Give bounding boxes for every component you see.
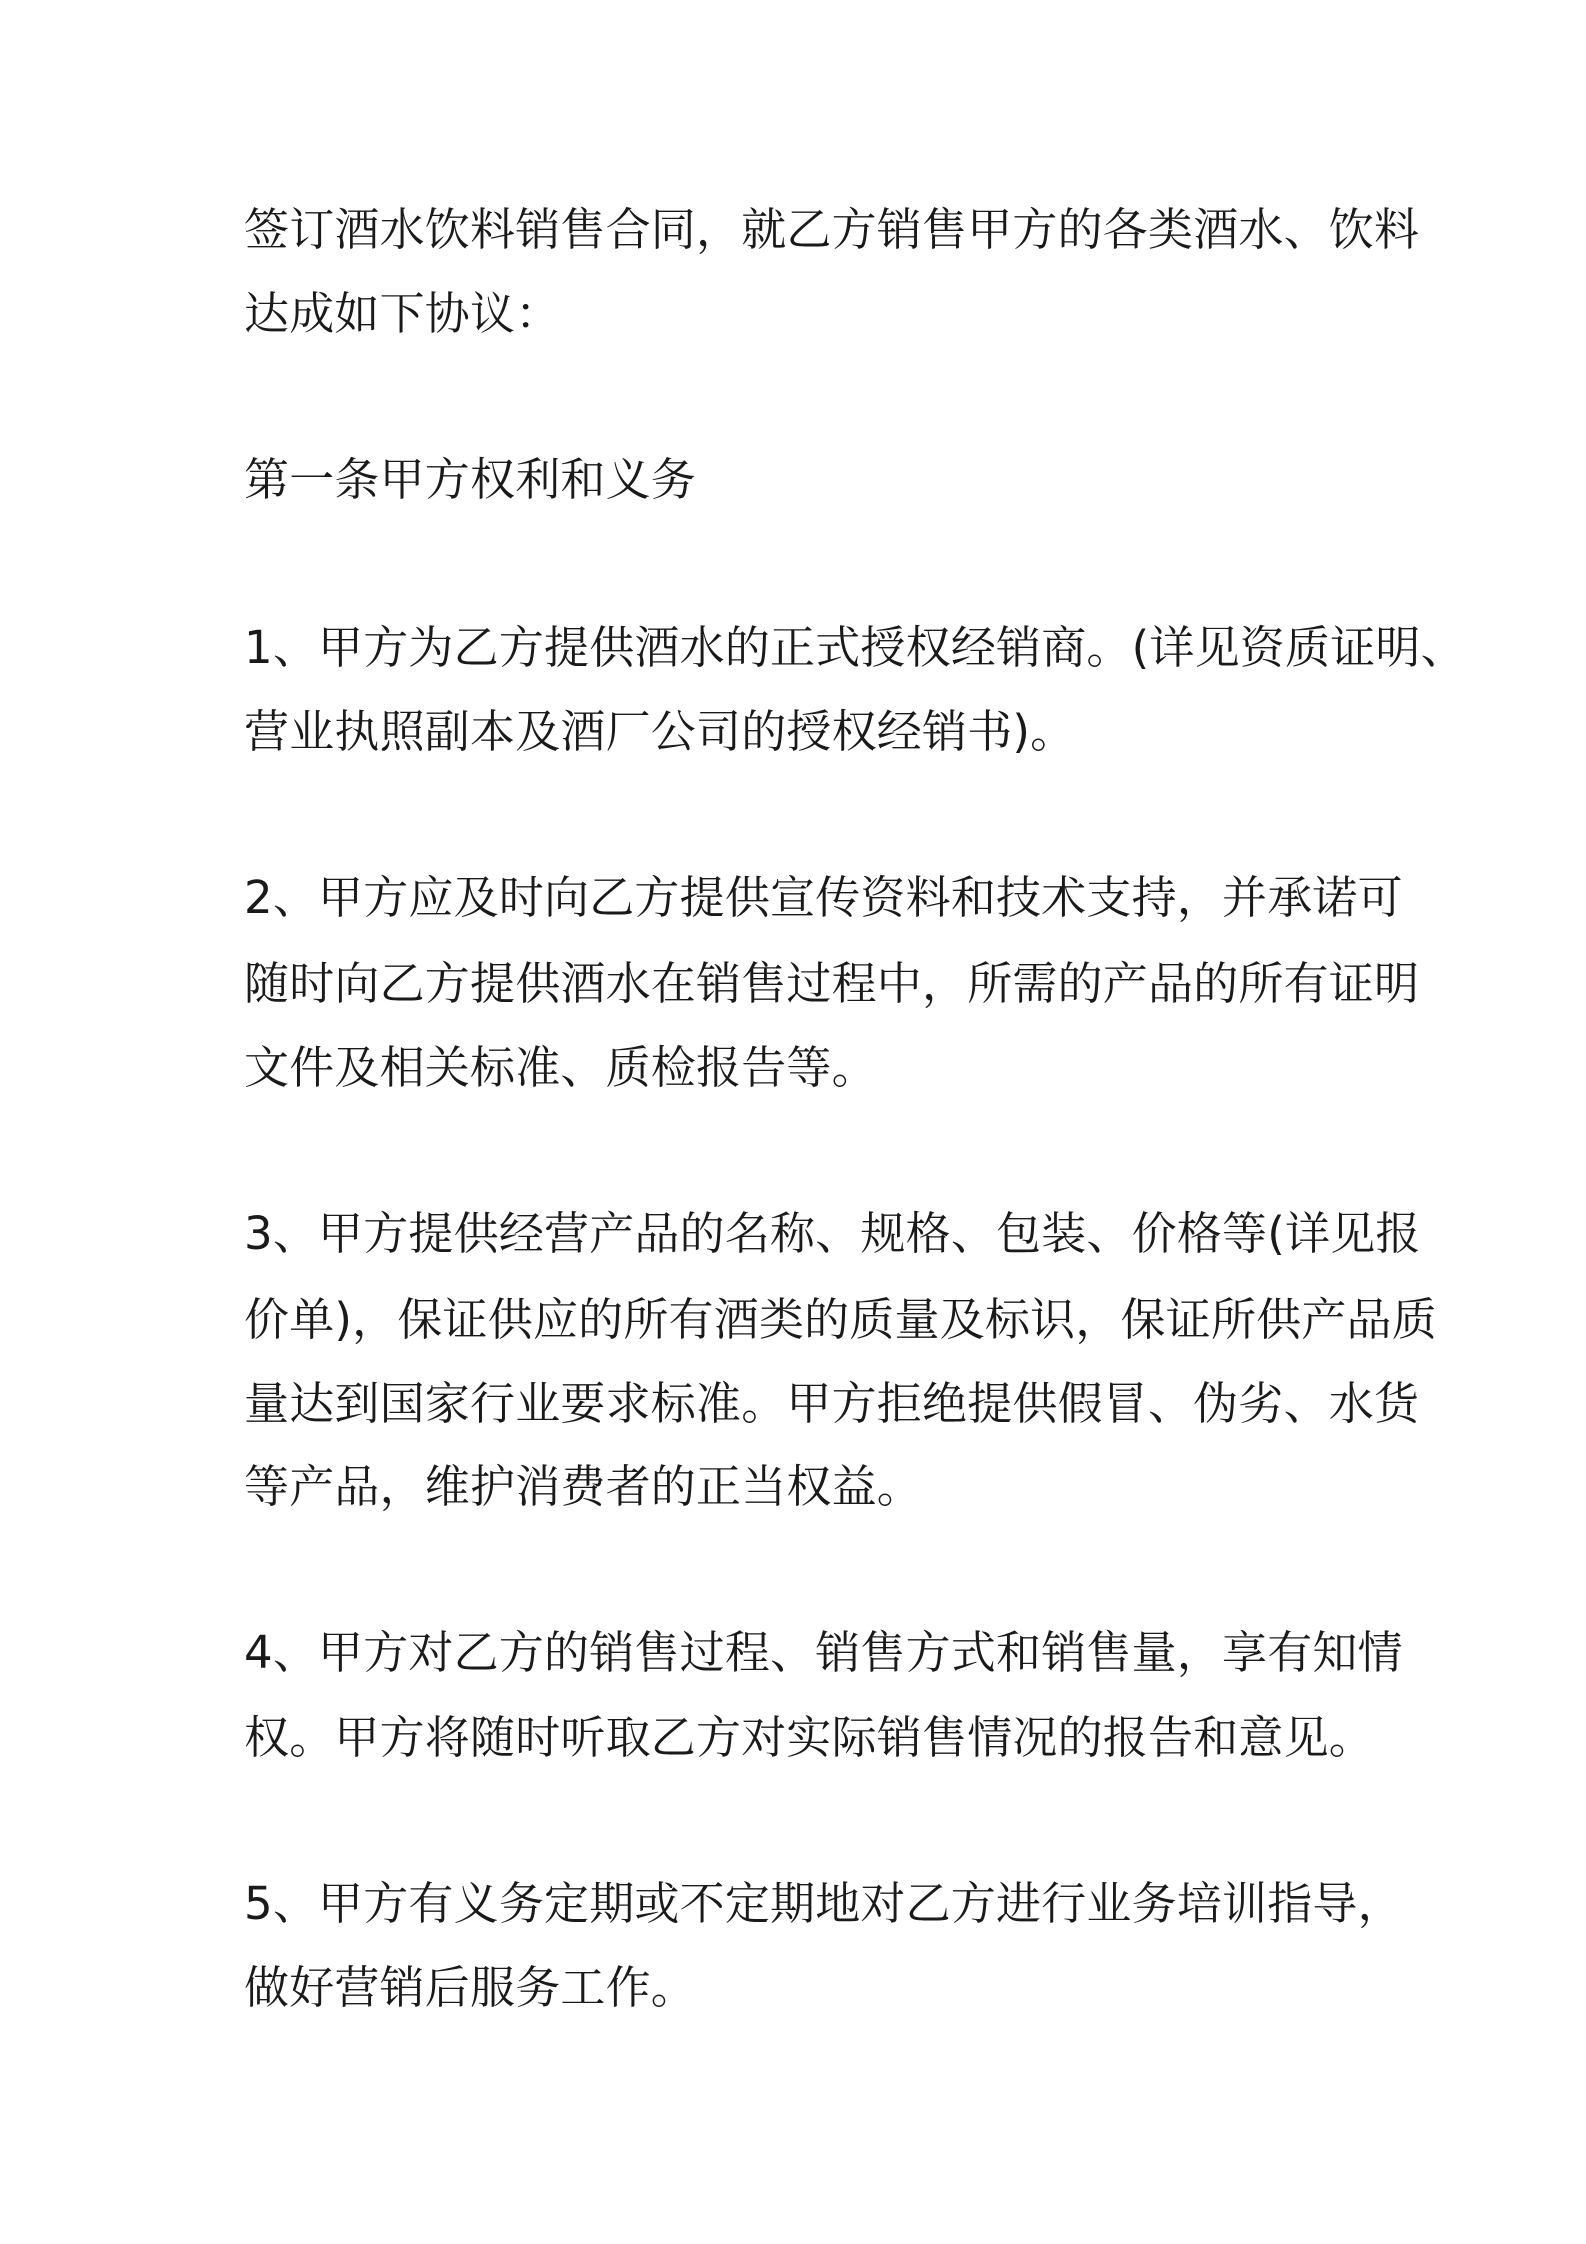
text-line: 5、甲方有义务定期或不定期地对乙方进行业务培训指导， [244, 1877, 1403, 1930]
text-line: 2、甲方应及时向乙方提供宣传资料和技术支持，并承诺可 [244, 871, 1403, 924]
text-line: 量达到国家行业要求标准。甲方拒绝提供假冒、伪劣、水货 [244, 1377, 1420, 1430]
text-line: 随时向乙方提供酒水在销售过程中，所需的产品的所有证明 [244, 957, 1420, 1010]
text-line: 权。甲方将随时听取乙方对实际销售情况的报告和意见。 [244, 1711, 1375, 1764]
text-line: 签订酒水饮料销售合同，就乙方销售甲方的各类酒水、饮料 [244, 203, 1420, 256]
text-line: 营业执照副本及酒厂公司的授权经销书)。 [244, 705, 1076, 758]
text-line: 达成如下协议： [244, 287, 561, 340]
text-line: 4、甲方对乙方的销售过程、销售方式和销售量，享有知情 [244, 1626, 1403, 1679]
text-line: 文件及相关标准、质检报告等。 [244, 1041, 877, 1094]
text-line: 等产品，维护消费者的正当权益。 [244, 1460, 923, 1513]
text-line: 1、甲方为乙方提供酒水的正式授权经销商。(详见资质证明、 [244, 621, 1466, 674]
section-title: 第一条甲方权利和义务 [244, 453, 697, 506]
text-line: 做好营销后服务工作。 [244, 1961, 697, 2014]
text-line: 价单)，保证供应的所有酒类的质量及标识，保证所供产品质 [244, 1293, 1437, 1346]
text-line: 3、甲方提供经营产品的名称、规格、包装、价格等(详见报 [244, 1207, 1421, 1260]
